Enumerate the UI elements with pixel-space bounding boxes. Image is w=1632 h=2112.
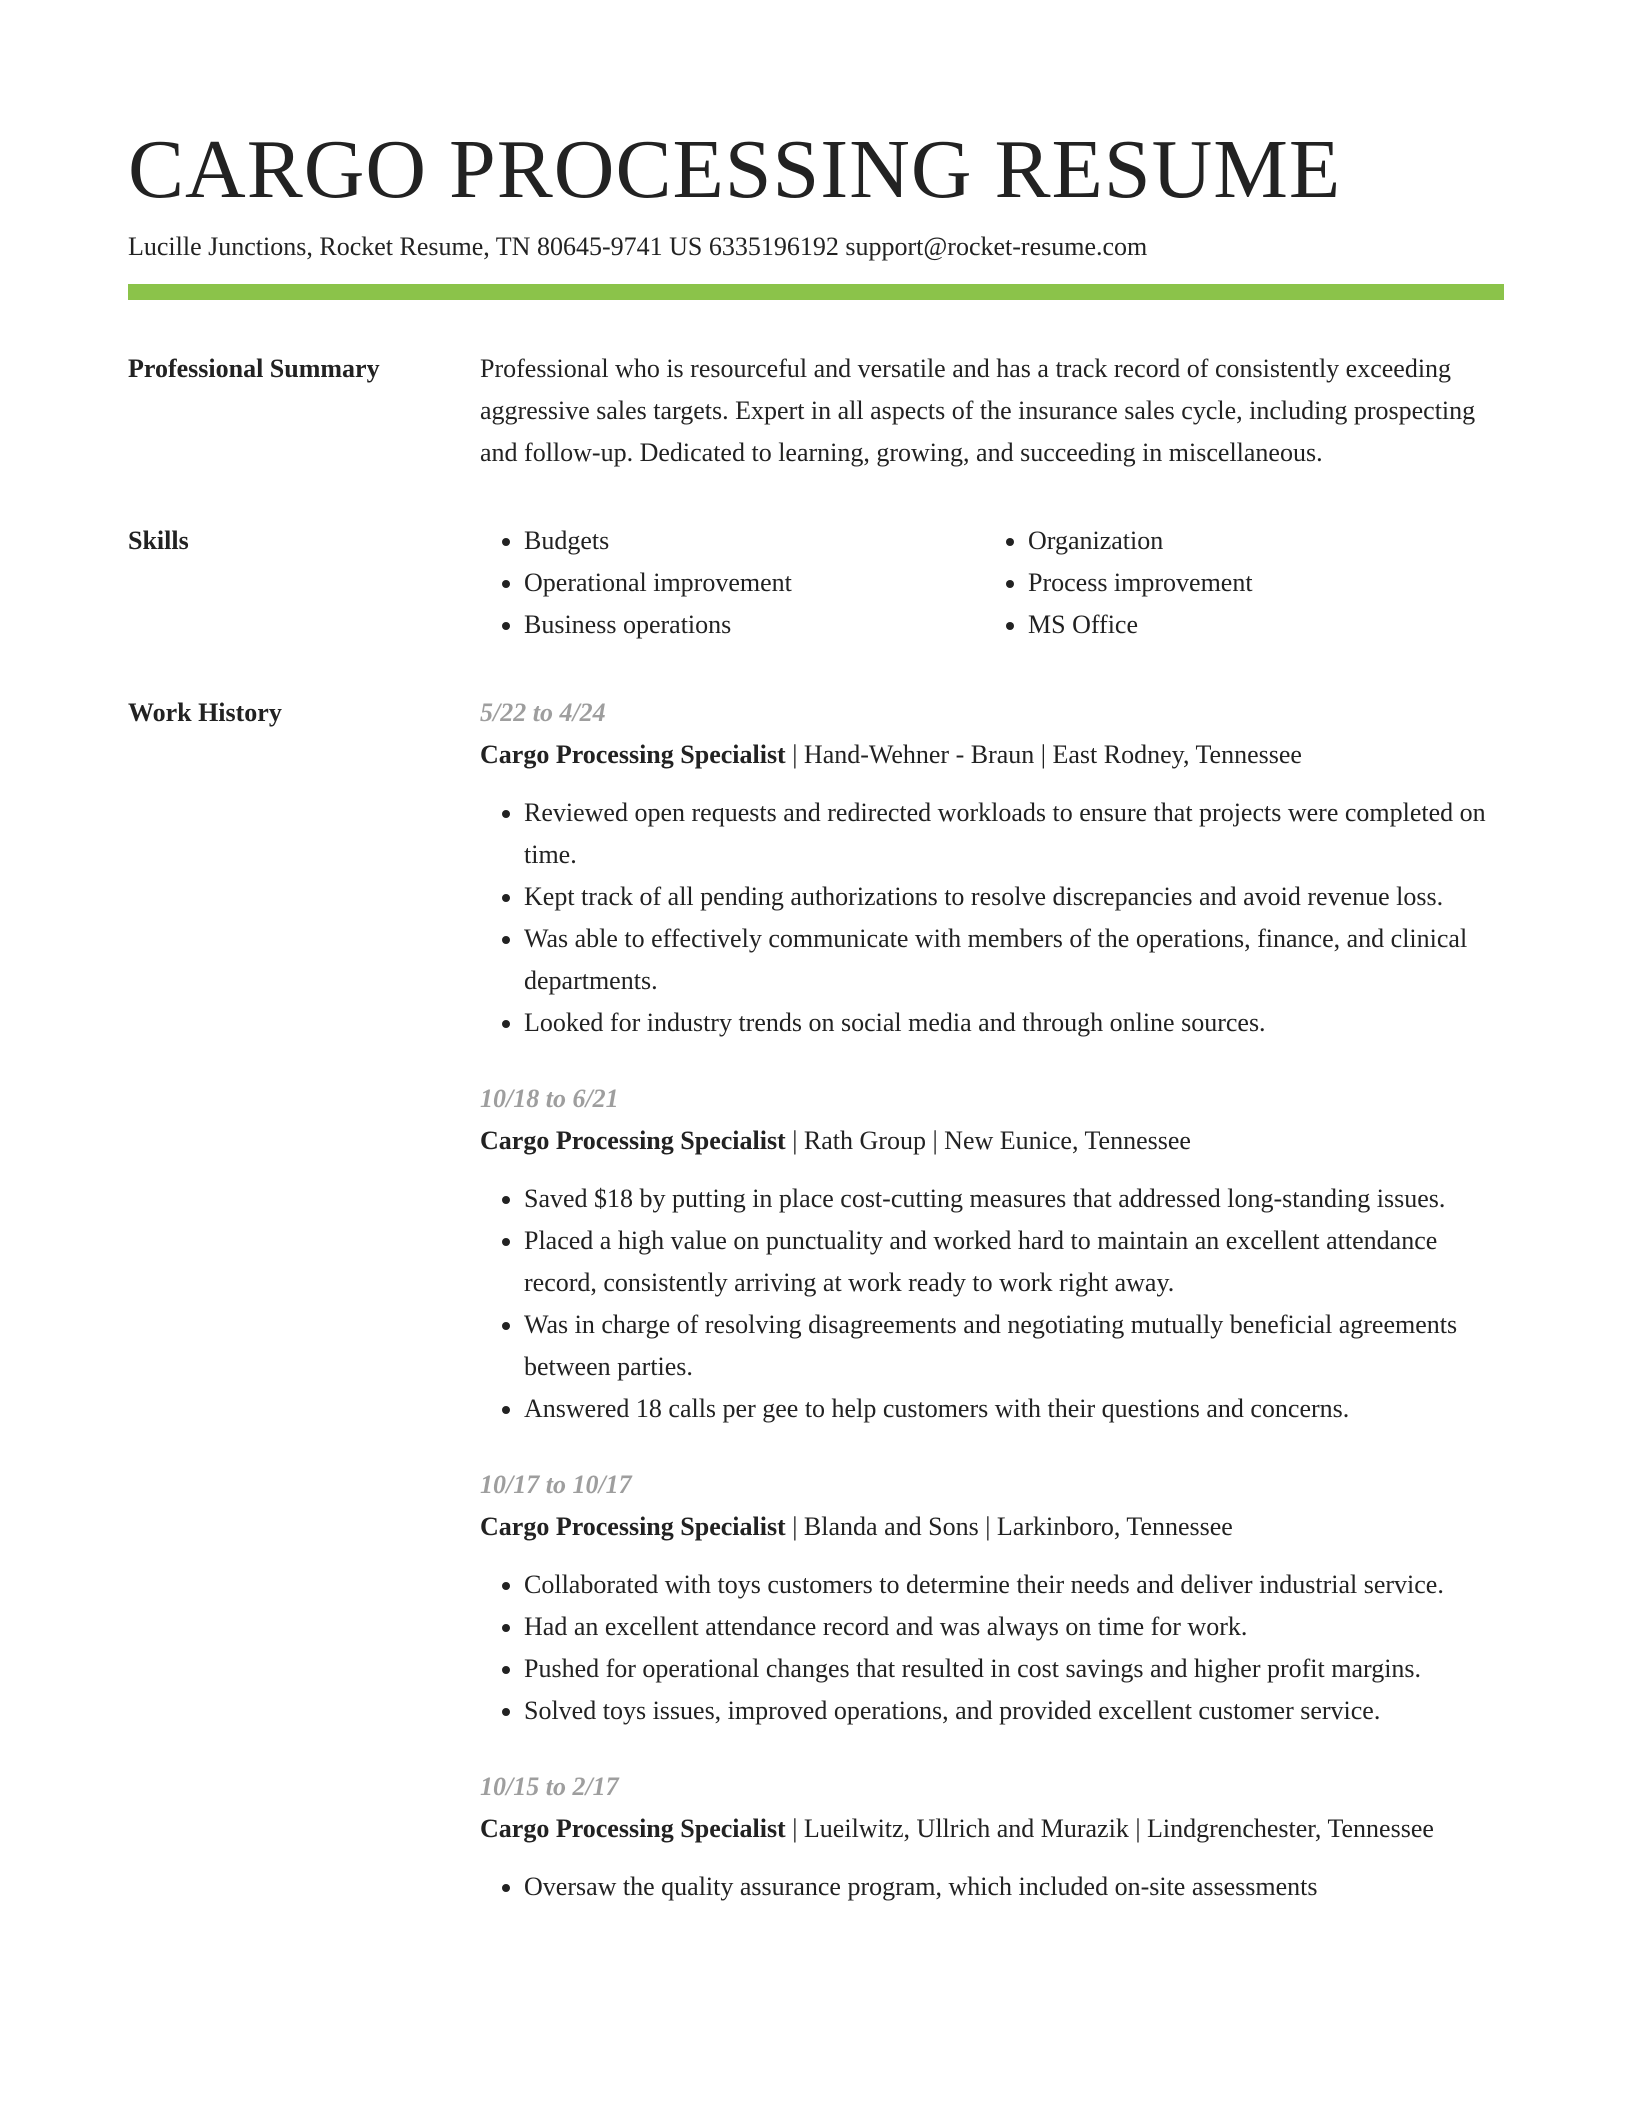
skill-item: • Budgets xyxy=(524,520,984,562)
job-bullet: • Was in charge of resolving disagreements and negotiating mutually beneficial agreements between parties. xyxy=(524,1304,1504,1388)
job-bullet: • Collaborated with toys customers to determine their needs and deliver industrial service. xyxy=(524,1564,1504,1606)
job-title: Cargo Processing Specialist xyxy=(480,1126,786,1155)
job-bullet: • Saved $18 by putting in place cost-cutting measures that addressed long-standing issues. xyxy=(524,1178,1504,1220)
job-details: | Rath Group | New Eunice, Tennessee xyxy=(785,1126,1191,1155)
job-details: | Blanda and Sons | Larkinboro, Tennessee xyxy=(785,1512,1233,1541)
work-history-heading: Work History xyxy=(128,698,282,727)
job-date: 10/18 to 6/21 xyxy=(480,1084,619,1113)
job-entry xyxy=(480,1078,1504,1430)
contact-line xyxy=(128,230,1504,264)
summary-text: Professional who is resourceful and versatile and has a track record of consistently exceeding aggressive sales targets. Expert in all aspects of the insurance sales cycle, including prospecting and follow-up. Dedicated to learning, growing, and succeeding in miscellaneous. xyxy=(480,354,1476,467)
job-bullets xyxy=(480,1178,1504,1430)
job-bullet: • Solved toys issues, improved operations, and provided excellent customer service. xyxy=(524,1690,1504,1732)
contact-email: support@rocket-resume.com xyxy=(845,232,1148,261)
job-bullet: • Answered 18 calls per gee to help customers with their questions and concerns. xyxy=(524,1388,1504,1430)
skill-item: • Operational improvement xyxy=(524,562,984,604)
summary-section xyxy=(128,352,1504,474)
skill-item: • MS Office xyxy=(1028,604,1488,646)
skill-item: • Process improvement xyxy=(1028,562,1488,604)
job-entry xyxy=(480,1766,1504,1908)
job-header xyxy=(480,1506,1504,1548)
job-bullet: • Placed a high value on punctuality and worked hard to maintain an excellent attendance record, consistently arriving at work ready to work right away. xyxy=(524,1220,1504,1304)
job-title: Cargo Processing Specialist xyxy=(480,1512,786,1541)
job-details: | Lueilwitz, Ullrich and Murazik | Lindgrenchester, Tennessee xyxy=(785,1814,1434,1843)
job-title: Cargo Processing Specialist xyxy=(480,1814,786,1843)
job-bullet: • Was able to effectively communicate with members of the operations, finance, and clinical departments. xyxy=(524,918,1504,1002)
job-entry xyxy=(480,692,1504,1044)
job-bullet: • Reviewed open requests and redirected workloads to ensure that projects were completed on time. xyxy=(524,792,1504,876)
job-header xyxy=(480,1808,1504,1850)
contact-address: Lucille Junctions, Rocket Resume, TN 80645-9741 US xyxy=(128,232,703,261)
work-history-section xyxy=(128,696,1504,1946)
job-date: 10/15 to 2/17 xyxy=(480,1772,619,1801)
job-date: 5/22 to 4/24 xyxy=(480,698,606,727)
job-date: 10/17 to 10/17 xyxy=(480,1470,632,1499)
job-bullet: • Oversaw the quality assurance program, which included on-site assessments xyxy=(524,1866,1504,1908)
contact-phone: 6335196192 xyxy=(708,232,839,261)
job-bullets xyxy=(480,792,1504,1044)
job-entry xyxy=(480,1464,1504,1732)
skills-section xyxy=(128,524,1504,646)
job-bullets xyxy=(480,1564,1504,1732)
skill-item: • Business operations xyxy=(524,604,984,646)
resume-title: CARGO PROCESSING RESUME xyxy=(128,123,1342,216)
job-title: Cargo Processing Specialist xyxy=(480,740,786,769)
resume-page xyxy=(128,120,1504,1946)
job-bullets xyxy=(480,1866,1504,1908)
job-bullet: • Pushed for operational changes that resulted in cost savings and higher profit margins. xyxy=(524,1648,1504,1690)
summary-heading: Professional Summary xyxy=(128,354,380,383)
skills-heading: Skills xyxy=(128,526,189,555)
job-bullet: • Had an excellent attendance record and was always on time for work. xyxy=(524,1606,1504,1648)
skills-column-2 xyxy=(984,520,1488,646)
skills-list xyxy=(480,520,1504,646)
job-bullet: • Kept track of all pending authorizations to resolve discrepancies and avoid revenue loss. xyxy=(524,876,1504,918)
job-header xyxy=(480,1120,1504,1162)
skills-column-1 xyxy=(480,520,984,646)
header-divider xyxy=(128,284,1504,300)
job-bullet: • Looked for industry trends on social media and through online sources. xyxy=(524,1002,1504,1044)
job-header xyxy=(480,734,1504,776)
skill-item: • Organization xyxy=(1028,520,1488,562)
job-details: | Hand-Wehner - Braun | East Rodney, Tennessee xyxy=(785,740,1302,769)
